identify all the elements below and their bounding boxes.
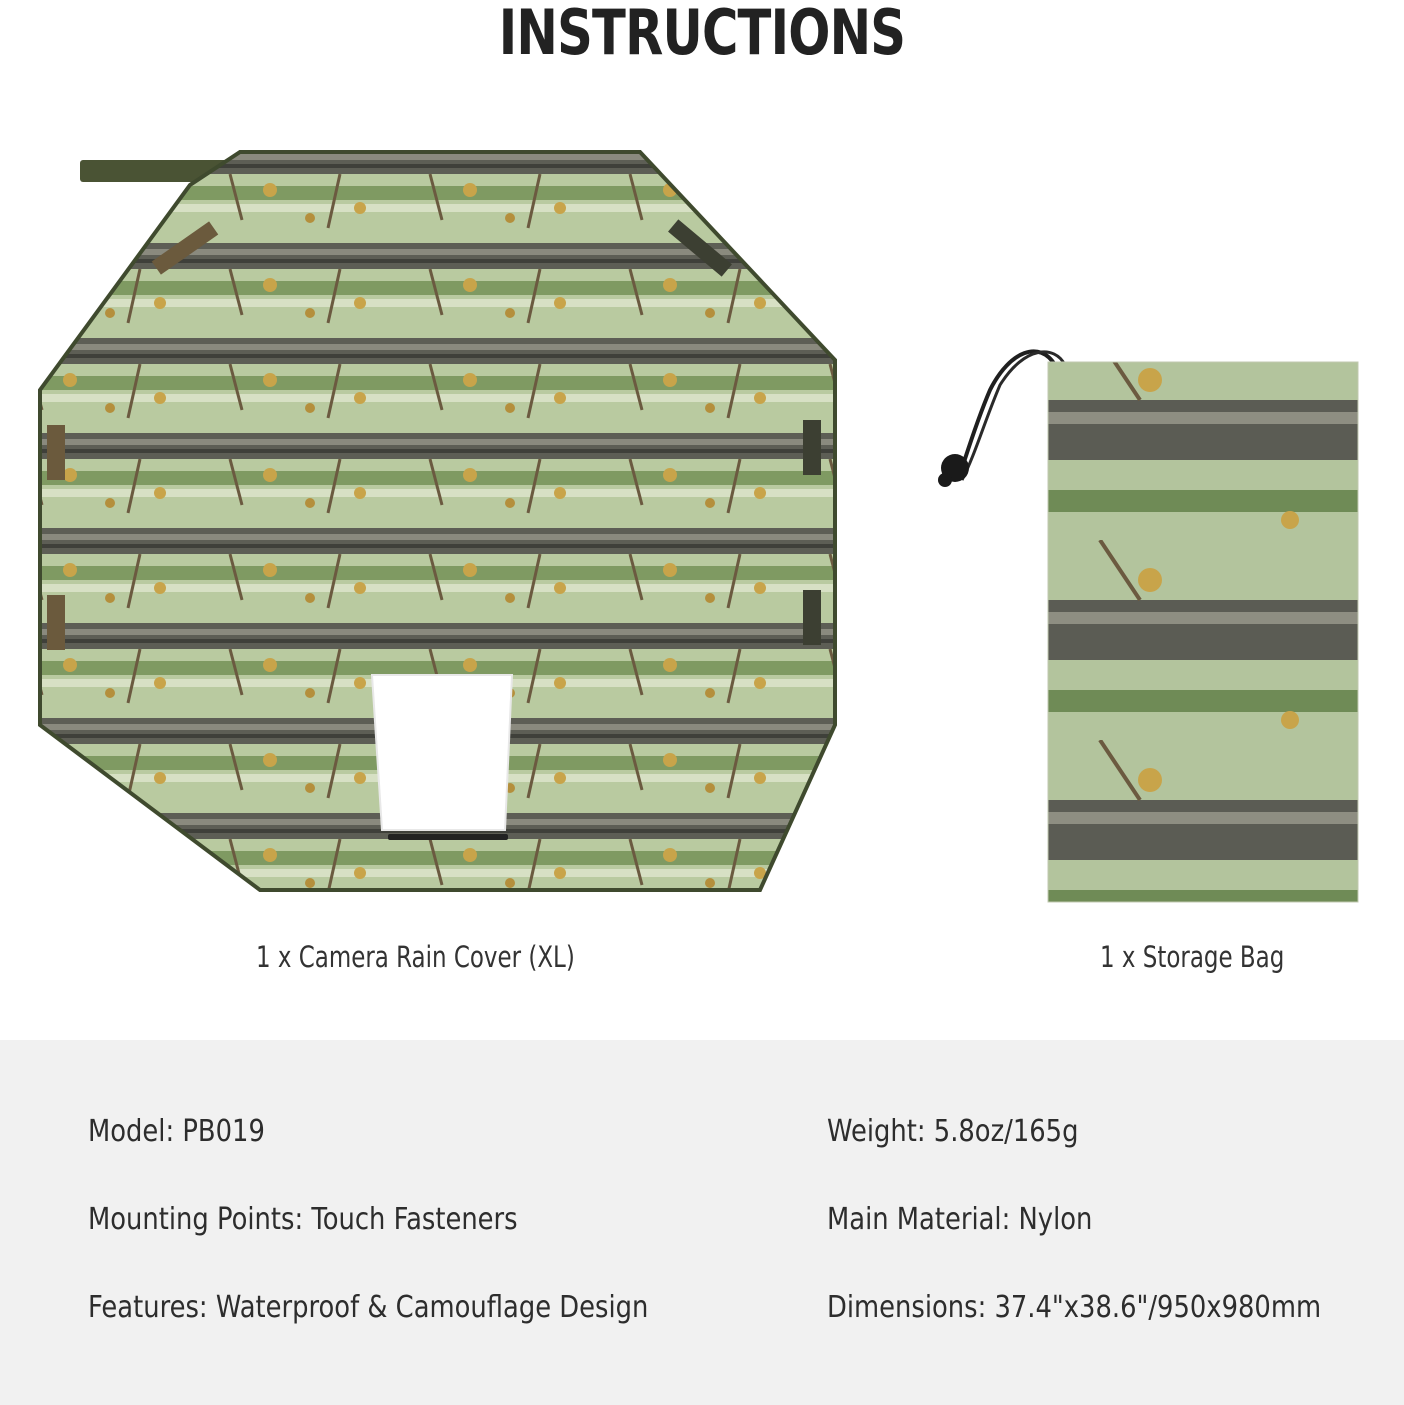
page-title: INSTRUCTIONS (498, 0, 906, 69)
spec-features: Features: Waterproof & Camouflage Design (88, 1290, 649, 1325)
spec-mounting-points: Mounting Points: Touch Fasteners (88, 1202, 518, 1237)
rain-cover-illustration (40, 152, 835, 890)
storage-bag-caption: 1 x Storage Bag (1100, 940, 1285, 974)
spec-panel (0, 1040, 1404, 1405)
product-illustration (0, 140, 1404, 920)
rain-cover-caption: 1 x Camera Rain Cover (XL) (256, 940, 575, 974)
spec-weight: Weight: 5.8oz/165g (827, 1114, 1079, 1149)
spec-model: Model: PB019 (88, 1114, 265, 1149)
storage-bag-illustration (938, 351, 1358, 902)
spec-material: Main Material: Nylon (827, 1202, 1093, 1237)
spec-dimensions: Dimensions: 37.4"x38.6"/950x980mm (827, 1290, 1322, 1325)
